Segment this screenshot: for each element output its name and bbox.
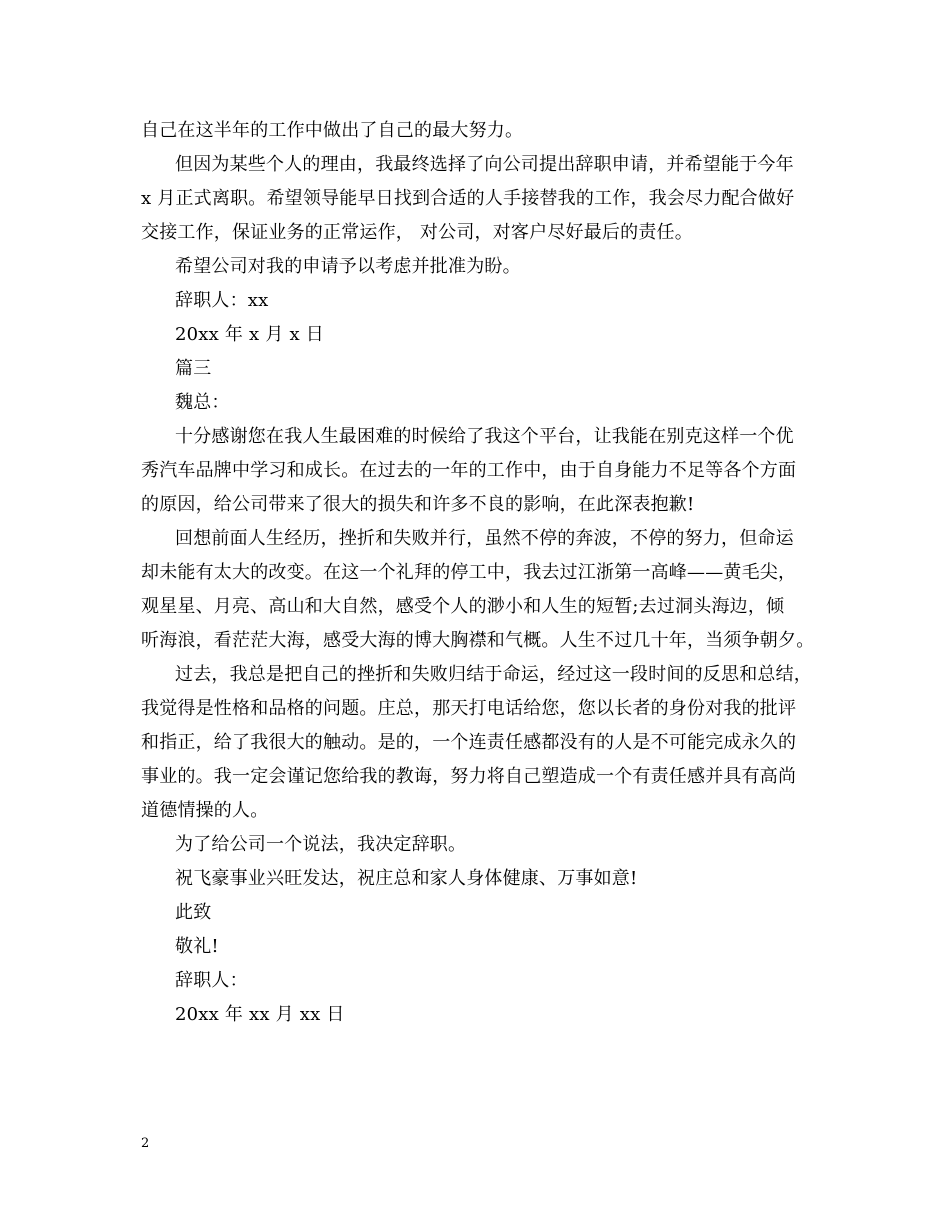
text-line: 但因为某些个人的理由，我最终选择了向公司提出辞职申请，并希望能于今年 — [175, 154, 794, 175]
text-line: 十分感谢您在我人生最困难的时候给了我这个平台，让我能在别克这样一个优 — [175, 426, 794, 447]
text-line: 回想前面人生经历，挫折和失败并行，虽然不停的奔波，不停的努力，但命运 — [175, 528, 794, 549]
signature-date: 20xx 年 x 月 x 日 — [175, 324, 324, 345]
text-line: 过去，我总是把自己的挫折和失败归结于命运，经过这一段时间的反思和总结， — [175, 664, 812, 685]
text-line: 听海浪，看茫茫大海，感受大海的博大胸襟和气概。人生不过几十年，当须争朝夕。 — [141, 630, 815, 651]
salutation: 魏总： — [175, 392, 230, 413]
text-line: 希望公司对我的申请予以考虑并批准为盼。 — [175, 256, 521, 277]
text-line: 秀汽车品牌中学习和成长。在过去的一年的工作中，由于自身能力不足等各个方面 — [141, 460, 797, 481]
text-line: x 月正式离职。希望领导能早日找到合适的人手接替我的工作，我会尽力配合做好 — [141, 188, 795, 209]
resigner-signature: 辞职人：xx — [175, 290, 269, 311]
text-line: 祝飞豪事业兴旺发达，祝庄总和家人身体健康、万事如意! — [175, 868, 638, 889]
closing-phrase: 此致 — [175, 902, 212, 923]
text-line: 交接工作，保证业务的正常运作， 对公司，对客户尽好最后的责任。 — [141, 222, 693, 243]
text-line: 为了给公司一个说法，我决定辞职。 — [175, 834, 467, 855]
page-number: 2 — [141, 1136, 150, 1151]
signature-date: 20xx 年 xx 月 xx 日 — [175, 1004, 345, 1025]
letter-body — [141, 114, 831, 1032]
closing-salute: 敬礼! — [175, 936, 219, 957]
text-line: 事业的。我一定会谨记您给我的教诲，努力将自己塑造成一个有责任感并具有高尚 — [141, 766, 797, 787]
text-line: 自己在这半年的工作中做出了自己的最大努力。 — [141, 120, 524, 141]
section-heading: 篇三 — [175, 358, 212, 379]
text-line: 我觉得是性格和品格的问题。庄总，那天打电话给您，您以长者的身份对我的批评 — [141, 698, 797, 719]
text-line: 和指正，给了我很大的触动。是的，一个连责任感都没有的人是不可能完成永久的 — [141, 732, 797, 753]
text-line: 却未能有太大的改变。在这一个礼拜的停工中，我去过江浙第一高峰——黄毛尖， — [141, 562, 797, 583]
text-line: 道德情操的人。 — [141, 800, 269, 821]
resigner-signature: 辞职人： — [175, 970, 248, 991]
text-line: 的原因，给公司带来了很大的损失和许多不良的影响，在此深表抱歉! — [141, 494, 695, 515]
text-line: 观星星、月亮、高山和大自然，感受个人的渺小和人生的短暂;去过洞头海边，倾 — [141, 596, 785, 617]
